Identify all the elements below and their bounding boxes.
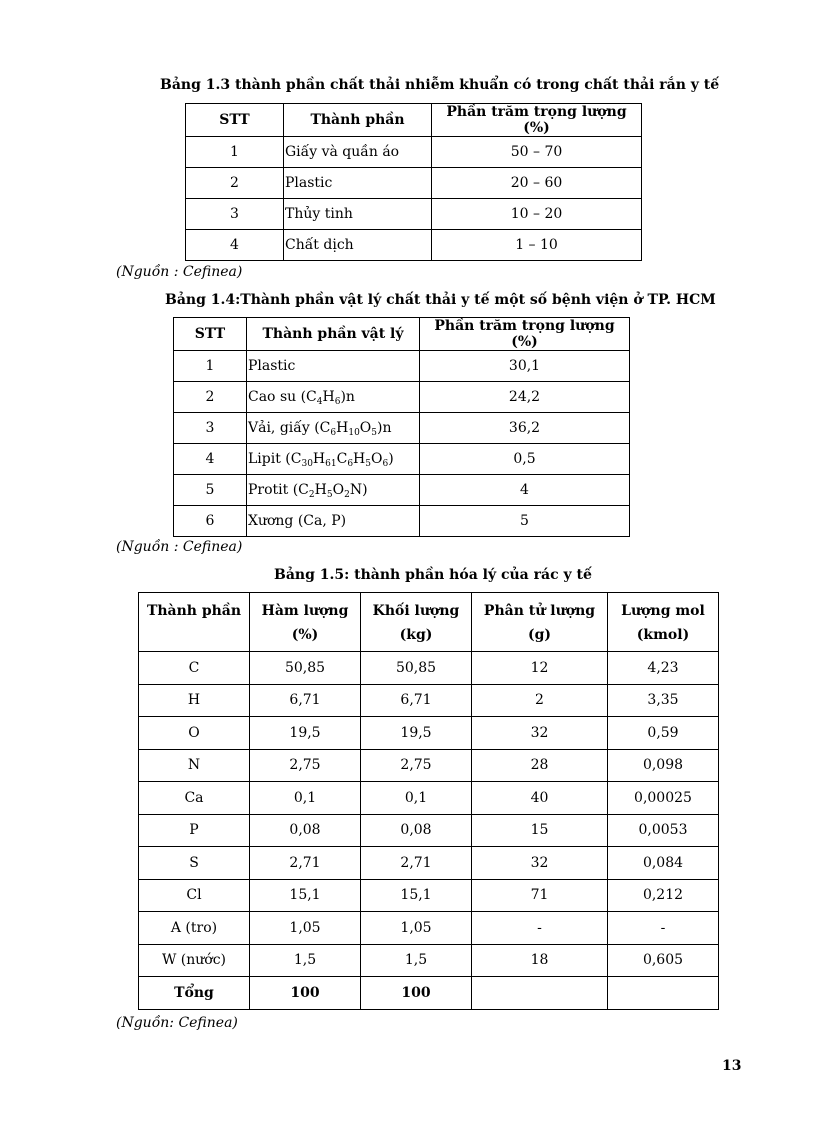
- formula-subscript: 6: [347, 459, 354, 469]
- table-row: [174, 382, 630, 413]
- table-cell: 10 – 20: [432, 199, 642, 230]
- table-cell: 6: [174, 506, 247, 537]
- table-row: [139, 749, 719, 782]
- header-line: Phân tử lượng (g): [483, 603, 596, 643]
- header-cell: [250, 593, 361, 652]
- table-cell: 100: [250, 977, 361, 1010]
- formula-text: )n: [340, 389, 355, 405]
- table-cell: 24,2: [420, 382, 630, 413]
- table-cell: Thủy tinh: [284, 199, 432, 230]
- table-cell: 71: [472, 879, 608, 912]
- table-row: [186, 137, 642, 168]
- table-row: [139, 814, 719, 847]
- header-cell: Phần trăm trọng lượng (%): [432, 104, 642, 137]
- table-cell: 0,1: [361, 782, 472, 815]
- table-1-5-caption: Bảng 1.5: thành phần hóa lý của rác y tế: [274, 567, 592, 583]
- table-cell: 32: [472, 847, 608, 880]
- table-row: [139, 879, 719, 912]
- formula-subscript: 10: [348, 428, 360, 438]
- header-cell: Phần trăm trọng lượng (%): [420, 318, 630, 351]
- formula-subscript: 4: [316, 397, 323, 407]
- formula-text: H: [314, 482, 327, 498]
- table-cell: 1,5: [250, 944, 361, 977]
- table-row: [139, 912, 719, 945]
- table-cell: 0,08: [250, 814, 361, 847]
- table-cell: 2,75: [250, 749, 361, 782]
- table-cell: 100: [361, 977, 472, 1010]
- table-cell: 15: [472, 814, 608, 847]
- table-row: [174, 506, 630, 537]
- table-row: [174, 351, 630, 382]
- table-cell: 12: [472, 652, 608, 685]
- table-cell: 20 – 60: [432, 168, 642, 199]
- table-cell: 15,1: [361, 879, 472, 912]
- table-cell: 3,35: [608, 684, 719, 717]
- table-cell: 1,5: [361, 944, 472, 977]
- table-cell: Chất dịch: [284, 230, 432, 261]
- table-cell: 0,098: [608, 749, 719, 782]
- table-cell: A (tro): [139, 912, 250, 945]
- table-cell: 1,05: [250, 912, 361, 945]
- table-cell: H: [139, 684, 250, 717]
- table-cell: 2,71: [250, 847, 361, 880]
- table-header-row: [139, 593, 719, 652]
- table-1-5: [138, 592, 719, 1010]
- table-cell: 2: [472, 684, 608, 717]
- header-line: Lượng mol: [621, 603, 705, 619]
- formula-subscript: 30: [301, 459, 313, 469]
- table-row: [139, 782, 719, 815]
- table-cell: P: [139, 814, 250, 847]
- table-cell: 1: [186, 137, 284, 168]
- table-row: [186, 168, 642, 199]
- table-cell: 15,1: [250, 879, 361, 912]
- table-cell: 4: [174, 444, 247, 475]
- table-row: [139, 684, 719, 717]
- table-row: [139, 847, 719, 880]
- table-cell: 2: [174, 382, 247, 413]
- formula-text: Protit (C: [248, 482, 309, 498]
- table-cell: Plastic: [284, 168, 432, 199]
- table-cell: Cl: [139, 879, 250, 912]
- table-row: [174, 413, 630, 444]
- table-cell: 1 – 10: [432, 230, 642, 261]
- header-cell: STT: [186, 104, 284, 137]
- table-1-3-source: (Nguồn : Cefinea): [116, 264, 243, 280]
- table-row: [186, 230, 642, 261]
- table-cell: 0,59: [608, 717, 719, 750]
- header-line: Khối lượng: [372, 603, 460, 619]
- table-cell: 19,5: [361, 717, 472, 750]
- table-cell: 40: [472, 782, 608, 815]
- table-cell: 36,2: [420, 413, 630, 444]
- table-cell: 3: [174, 413, 247, 444]
- table-cell: 19,5: [250, 717, 361, 750]
- table-cell: 2,71: [361, 847, 472, 880]
- table-cell: S: [139, 847, 250, 880]
- table-cell: W (nước): [139, 944, 250, 977]
- table-cell: 4: [186, 230, 284, 261]
- formula-text: H: [336, 420, 349, 436]
- formula-text: O: [332, 482, 345, 498]
- table-cell: 30,1: [420, 351, 630, 382]
- table-cell: [608, 977, 719, 1010]
- table-cell: 1: [174, 351, 247, 382]
- table-cell: -: [608, 912, 719, 945]
- table-cell: 32: [472, 717, 608, 750]
- table-cell-formula: [247, 413, 420, 444]
- formula-subscript: 2: [308, 490, 315, 500]
- header-cell: [361, 593, 472, 652]
- table-total-row: [139, 977, 719, 1010]
- table-header-row: [186, 104, 642, 137]
- header-line: (kmol): [636, 627, 690, 643]
- table-1-3-caption: Bảng 1.3 thành phần chất thải nhiễm khuẩn có trong chất thải rắn y tế: [160, 77, 720, 93]
- table-1-4-caption: Bảng 1.4:Thành phần vật lý chất thải y tế một số bệnh viện ở TP. HCM: [165, 292, 716, 308]
- table-cell: Tổng: [139, 977, 250, 1010]
- table-cell: 4,23: [608, 652, 719, 685]
- header-cell: Thành phần: [284, 104, 432, 137]
- table-cell: 0,605: [608, 944, 719, 977]
- table-row: [174, 444, 630, 475]
- formula-text: H: [353, 451, 366, 467]
- table-1-4-source: (Nguồn : Cefinea): [116, 539, 243, 555]
- formula-text: Lipit (C: [248, 451, 302, 467]
- table-cell: Plastic: [247, 351, 420, 382]
- header-line: Thành phần: [146, 603, 242, 619]
- table-1-3: [185, 103, 642, 261]
- table-cell: 4: [420, 475, 630, 506]
- table-cell: 6,71: [250, 684, 361, 717]
- header-cell: [608, 593, 719, 652]
- table-cell: 0,1: [250, 782, 361, 815]
- formula-subscript: 6: [334, 397, 341, 407]
- table-cell: N: [139, 749, 250, 782]
- table-row: [186, 199, 642, 230]
- table-cell: -: [472, 912, 608, 945]
- table-cell-formula: [247, 475, 420, 506]
- table-cell: 0,00025: [608, 782, 719, 815]
- table-cell: 5: [174, 475, 247, 506]
- table-cell: Giấy và quần áo: [284, 137, 432, 168]
- table-cell: 6,71: [361, 684, 472, 717]
- formula-text: O: [371, 451, 383, 467]
- formula-subscript: 61: [325, 459, 337, 469]
- table-cell: [472, 977, 608, 1010]
- formula-subscript: 6: [382, 459, 389, 469]
- formula-subscript: 2: [344, 490, 350, 500]
- header-line: (kg): [399, 627, 433, 643]
- formula-subscript: 5: [326, 490, 333, 500]
- table-row: [139, 652, 719, 685]
- header-cell: [472, 593, 608, 652]
- formula-text: O: [359, 420, 372, 436]
- header-line: (%): [291, 627, 319, 643]
- table-cell: 50,85: [250, 652, 361, 685]
- table-cell: 50 – 70: [432, 137, 642, 168]
- table-cell: 5: [420, 506, 630, 537]
- formula-text: )n: [377, 420, 392, 436]
- formula-subscript: 5: [371, 428, 378, 438]
- table-cell: Ca: [139, 782, 250, 815]
- table-cell: 0,08: [361, 814, 472, 847]
- table-cell: 0,5: [420, 444, 630, 475]
- formula-text: Cao su (C: [248, 389, 317, 405]
- formula-text: H: [322, 389, 335, 405]
- formula-text: Vải, giấy (C: [248, 420, 331, 436]
- header-cell: [139, 593, 250, 652]
- table-cell: 0,0053: [608, 814, 719, 847]
- table-header-row: [174, 318, 630, 351]
- formula-text: C: [336, 451, 348, 467]
- table-cell: 50,85: [361, 652, 472, 685]
- table-row: [174, 475, 630, 506]
- formula-text: ): [388, 451, 394, 467]
- table-row: [139, 944, 719, 977]
- table-cell: 0,084: [608, 847, 719, 880]
- header-line: Hàm lượng: [261, 603, 349, 619]
- header-cell: Thành phần vật lý: [247, 318, 420, 351]
- table-cell: 3: [186, 199, 284, 230]
- formula-subscript: 5: [365, 459, 371, 469]
- table-cell: 0,212: [608, 879, 719, 912]
- page-number: 13: [722, 1058, 742, 1074]
- formula-text: N): [349, 482, 368, 498]
- table-cell: 2,75: [361, 749, 472, 782]
- table-1-5-source: (Nguồn: Cefinea): [116, 1015, 238, 1031]
- table-cell-formula: [247, 444, 420, 475]
- formula-text: H: [312, 451, 326, 467]
- table-cell: Xương (Ca, P): [247, 506, 420, 537]
- formula-subscript: 6: [330, 428, 337, 438]
- table-1-4: [173, 317, 630, 537]
- header-cell: STT: [174, 318, 247, 351]
- table-cell: 18: [472, 944, 608, 977]
- table-cell-formula: [247, 382, 420, 413]
- table-cell: O: [139, 717, 250, 750]
- table-row: [139, 717, 719, 750]
- table-cell: C: [139, 652, 250, 685]
- table-cell: 28: [472, 749, 608, 782]
- table-cell: 2: [186, 168, 284, 199]
- table-cell: 1,05: [361, 912, 472, 945]
